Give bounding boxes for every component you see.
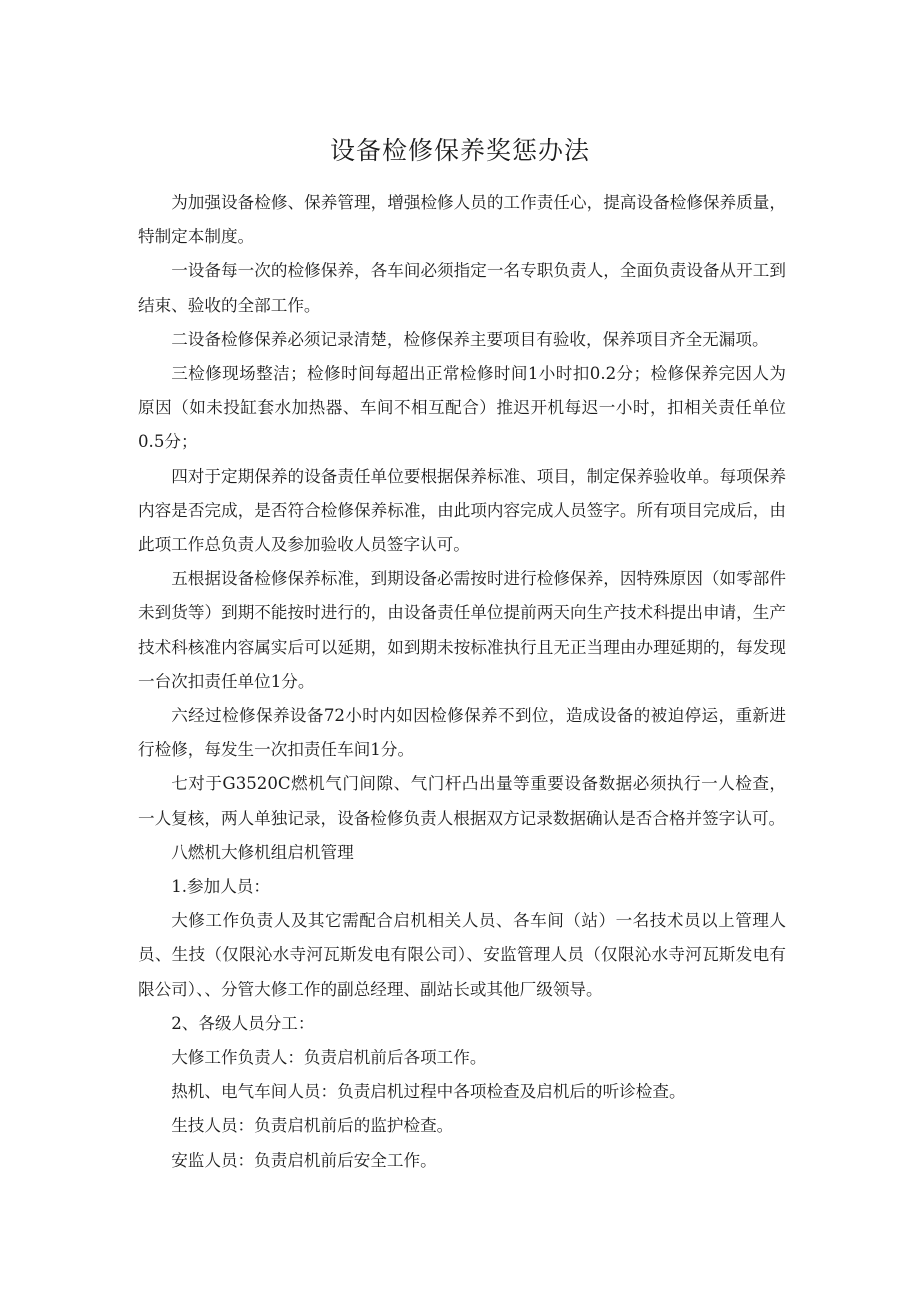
paragraph-item-5: 五根据设备检修保养标准，到期设备必需按时进行检修保养，因特殊原因（如零部件未到货等）到期不能按时进行的，由设备责任单位提前两天向生产技术科提出申请，生产技术科核准内容属实后可以延期，如到期未按标准执行且无正当理由办理延期的，每发现一台次扣责任单位1分。 (138, 569, 786, 691)
paragraph-item-1: 一设备每一次的检修保养，各车间必须指定一名专职负责人，全面负责设备从开工到结束、验收的全部工作。 (138, 261, 786, 315)
paragraph-division-heading: 2、各级人员分工： (171, 1013, 315, 1033)
paragraph-item-7: 七对于G3520C燃机气门间隙、气门杆凸出量等重要设备数据必须执行一人检查，一人复核，两人单独记录，设备检修负责人根据双方记录数据确认是否合格并签字认可。 (138, 774, 786, 828)
paragraph-participants-heading: 1.参加人员： (171, 877, 270, 897)
document-body (138, 186, 786, 1178)
paragraph-item-2: 二设备检修保养必须记录清楚，检修保养主要项目有验收，保养项目齐全无漏项。 (171, 329, 769, 349)
paragraph-intro: 为加强设备检修、保养管理，增强检修人员的工作责任心，提高设备检修保养质量，特制定本制度。 (138, 193, 786, 247)
paragraph-participants: 大修工作负责人及其它需配合启机相关人员、各车间（站）一名技术员以上管理人员、生技（仅限沁水寺河瓦斯发电有限公司）、安监管理人员（仅限沁水寺河瓦斯发电有限公司）、、分管大修工作的副总经理、副站长或其他厂级领导。 (138, 911, 786, 999)
paragraph-division-lead: 大修工作负责人：负责启机前后各项工作。 (171, 1048, 487, 1068)
paragraph-item-8: 八燃机大修机组启机管理 (171, 842, 354, 862)
paragraph-division-workshop: 热机、电气车间人员：负责启机过程中各项检查及启机后的听诊检查。 (171, 1082, 686, 1102)
paragraph-division-safety: 安监人员：负责启机前后安全工作。 (171, 1150, 437, 1170)
paragraph-item-4: 四对于定期保养的设备责任单位要根据保养标准、项目，制定保养验收单。每项保养内容是否完成，是否符合检修保养标准，由此项内容完成人员签字。所有项目完成后，由此项工作总负责人及参加验收人员签字认可。 (138, 466, 786, 555)
document-title: 设备检修保养奖惩办法 (329, 136, 590, 165)
paragraph-division-tech: 生技人员：负责启机前后的监护检查。 (171, 1116, 454, 1136)
paragraph-item-6: 六经过检修保养设备72小时内如因检修保养不到位，造成设备的被迫停运，重新进行检修，每发生一次扣责任车间1分。 (138, 706, 786, 760)
paragraph-item-3: 三检修现场整洁；检修时间每超出正常检修时间1小时扣0.2分；检修保养完因人为原因（如未投缸套水加热器、车间不相互配合）推迟开机每迟一小时，扣相关责任单位0.5分； (138, 364, 786, 452)
